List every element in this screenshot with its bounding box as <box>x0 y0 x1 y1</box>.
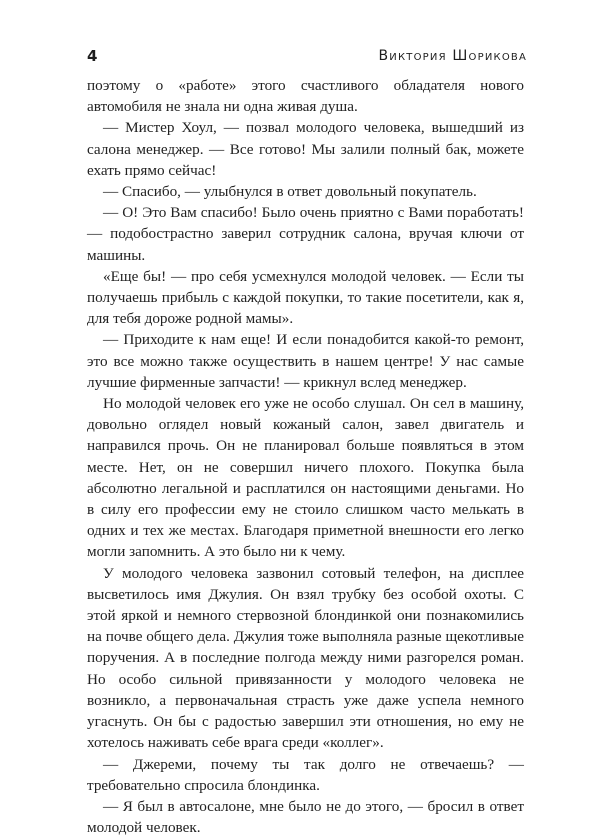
paragraph: — Джереми, почему ты так долго не отвечаешь? — требовательно спросила блондинка. <box>87 755 524 794</box>
paragraph: поэтому о «работе» этого счастливого обладателя нового автомобиля не знала ни одна живая душа. <box>87 77 524 116</box>
paragraph: — Спасибо, — улыбнулся в ответ довольный покупатель. <box>103 183 477 201</box>
paragraph: — О! Это Вам спасибо! Было очень приятно с Вами поработать! — подобострастно заверил сотрудник салона, вручая ключи от машины. <box>87 204 524 264</box>
paragraph: — Мистер Хоул, — позвал молодого человека, вышедший из салона менеджер. — Все готово! Мы залили полный бак, можете ехать прямо сейчас! <box>87 119 524 179</box>
page-body-text <box>87 75 524 838</box>
running-head-author: Виктория Шорикова <box>378 48 527 64</box>
paragraph: Но молодой человек его уже не особо слушал. Он сел в машину, довольно оглядел новый кожаный салон, завел двигатель и направился прочь. Он не планировал больше появляться в этом месте. Нет, он не совершил ничего плохого. Покупка была абсолютно легальной и расплатился он настоящими деньгами. Но в силу его профессии ему не стоило слишком часто мелькать в одних и тех же местах. Благодаря приметной внешности его легко могли запомнить. А это было ни к чему. <box>87 395 524 561</box>
page-header <box>87 47 527 69</box>
paragraph: — Приходите к нам еще! И если понадобится какой-то ремонт, это все можно также осуществить в нашем центре! У нас самые лучшие фирменные запчасти! — крикнул вслед менеджер. <box>87 331 524 391</box>
page-number: 4 <box>87 47 98 65</box>
paragraph: — Я был в автосалоне, мне было не до этого, — бросил в ответ молодой человек. <box>87 797 524 837</box>
paragraph: У молодого человека зазвонил сотовый телефон, на дисплее высветилось имя Джулия. Он взял трубку без особой охоты. С этой яркой и немного стервозной блондинкой они познакомились на почве общего дела. Джулия тоже выполняла разные щекотливые поручения. А в последние полгода между ними разгорелся роман. Но особо сильной привязанности у молодого человека не возникло, а первоначальная страсть уже даже успела немного угаснуть. Он бы с радостью завершил эти отношения, но ему не хотелось наживать себе врага среди «коллег». <box>87 564 524 752</box>
paragraph: «Еще бы! — про себя усмехнулся молодой человек. — Если ты получаешь прибыль с каждой покупки, то такие посетители, как я, для тебя дороже родной мамы». <box>87 267 524 328</box>
